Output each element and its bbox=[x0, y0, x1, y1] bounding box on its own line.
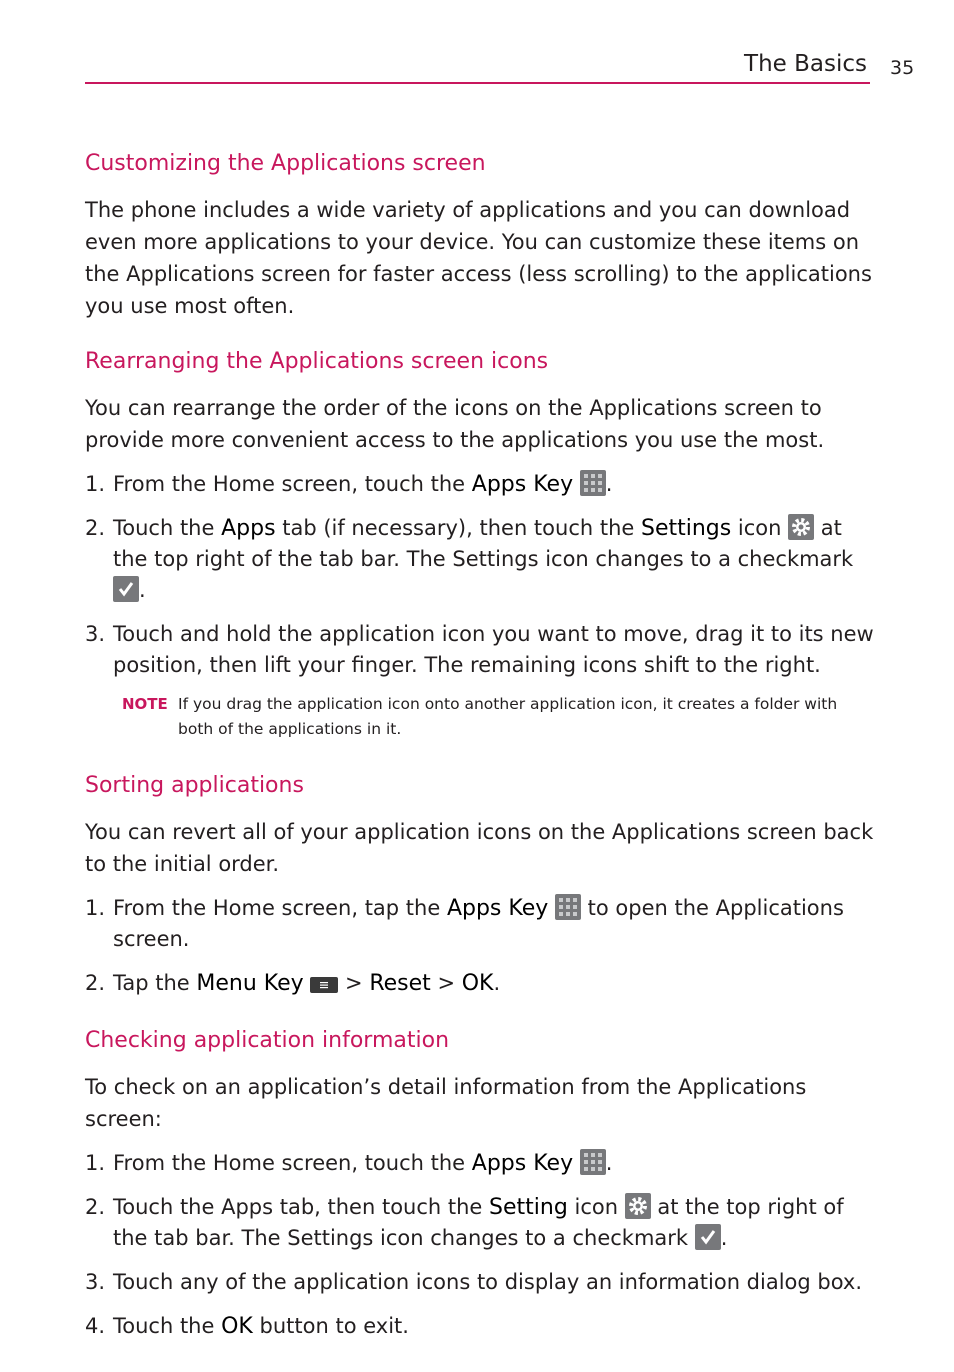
note-text: If you drag the application icon onto another application icon, it creates a folder with both of the applications in it. bbox=[178, 695, 838, 738]
paragraph-rearranging: You can rearrange the order of the icons on the Applications screen to provide more convenient access to the applications you use the most. bbox=[85, 396, 825, 452]
settings-gear-icon bbox=[788, 514, 814, 540]
list-item: 2. Touch the Apps tab (if necessary), then touch the Settings icon at the top right of the tab bar. The Settings icon changes to a checkmark . bbox=[85, 516, 854, 602]
list-item: 4. Touch the OK button to exit. bbox=[85, 1314, 409, 1339]
heading-checking: Checking application information bbox=[85, 1028, 450, 1053]
menu-key-icon bbox=[310, 977, 338, 993]
note-label: NOTE bbox=[122, 695, 168, 713]
settings-gear-icon bbox=[625, 1193, 651, 1219]
steps-sorting bbox=[85, 893, 875, 999]
heading-sorting: Sorting applications bbox=[85, 773, 304, 798]
list-item: 2. Tap the Menu Key > Reset > OK. bbox=[85, 971, 501, 996]
list-item: 2. Touch the Apps tab, then touch the Setting icon at the top right of the tab bar. The Settings icon changes to a checkmark . bbox=[85, 1195, 844, 1250]
section-checking bbox=[85, 1025, 875, 1342]
heading-rearranging: Rearranging the Applications screen icons bbox=[85, 349, 549, 374]
list-item: 3. Touch and hold the application icon you want to move, drag it to its new position, then lift your finger. The remaining icons shift to the right. bbox=[85, 622, 874, 677]
page-content bbox=[85, 148, 875, 1355]
paragraph-customizing: The phone includes a wide variety of applications and you can download even more applications to your device. You can customize these items on the Applications screen for faster access (less scrolling) to the applications you use most often. bbox=[85, 198, 872, 318]
list-item: 1. From the Home screen, touch the Apps Key . bbox=[85, 472, 613, 497]
page-header bbox=[85, 50, 870, 84]
note bbox=[85, 692, 875, 742]
list-item: 1. From the Home screen, tap the Apps Key to open the Applications screen. bbox=[85, 896, 844, 951]
heading-customizing: Customizing the Applications screen bbox=[85, 151, 486, 176]
paragraph-checking: To check on an application’s detail information from the Applications screen: bbox=[85, 1075, 807, 1131]
list-item: 3. Touch any of the application icons to display an information dialog box. bbox=[85, 1270, 863, 1294]
steps-checking bbox=[85, 1148, 875, 1342]
apps-key-icon bbox=[580, 1149, 606, 1175]
list-item: 1. From the Home screen, touch the Apps Key . bbox=[85, 1151, 613, 1176]
checkmark-icon bbox=[113, 576, 139, 602]
page-number: 35 bbox=[890, 57, 915, 79]
section-title: The Basics bbox=[744, 51, 867, 77]
paragraph-sorting: You can revert all of your application icons on the Applications screen back to the initial order. bbox=[85, 820, 874, 876]
apps-key-icon bbox=[580, 470, 606, 496]
section-rearranging bbox=[85, 346, 875, 742]
steps-rearranging bbox=[85, 469, 875, 681]
checkmark-icon bbox=[695, 1224, 721, 1250]
apps-key-icon bbox=[555, 894, 581, 920]
section-customizing bbox=[85, 148, 875, 322]
section-sorting bbox=[85, 770, 875, 999]
